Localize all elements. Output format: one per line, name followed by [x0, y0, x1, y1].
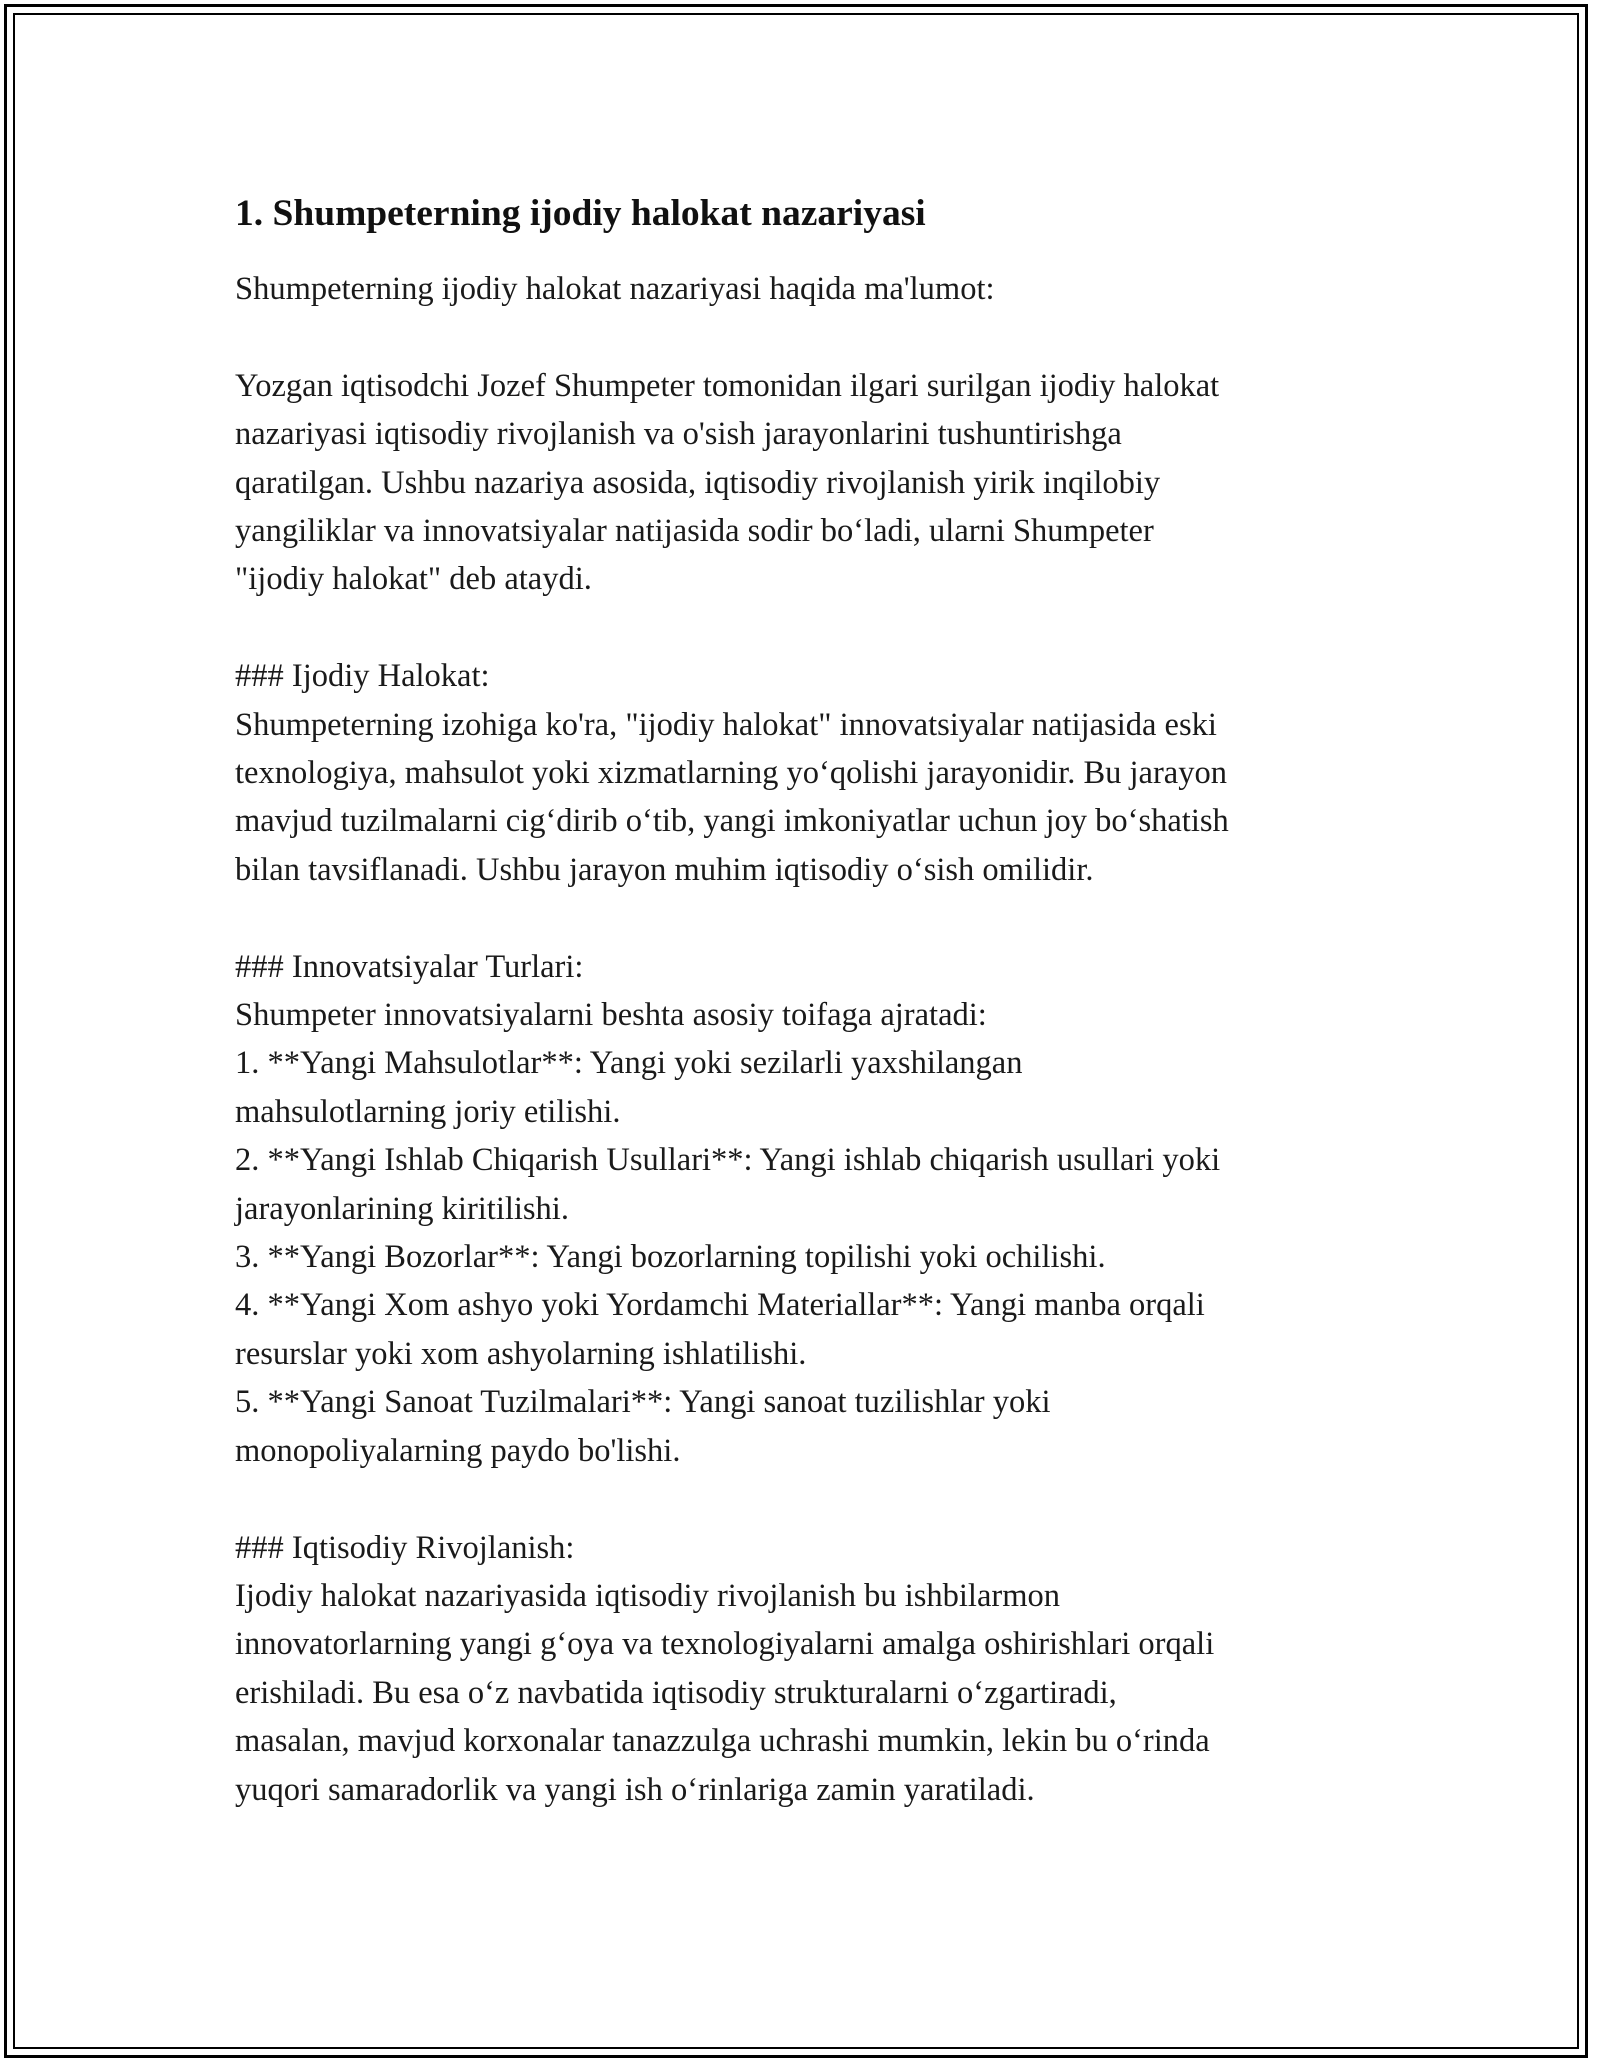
- list-item: 5. **Yangi Sanoat Tuzilmalari**: Yangi sanoat tuzilishlar yoki monopoliyalarning paydo bo'lishi.: [235, 1384, 1051, 1469]
- document-body: [235, 186, 1370, 1814]
- list-item: 1. **Yangi Mahsulotlar**: Yangi yoki sezilarli yaxshilangan mahsulotlarning joriy etilishi.: [235, 1045, 1023, 1130]
- section-heading-ijodiy-halokat: ### Ijodiy Halokat:: [235, 658, 490, 695]
- paragraph-gap: [235, 313, 1370, 361]
- section-body-iqtisodiy-rivojlanish: Ijodiy halokat nazariyasida iqtisodiy rivojlanish bu ishbilarmon innovatorlarning yangi g‘oya va texnologiyalarni amalga oshirishlari orqali erishiladi. Bu esa o‘z navbatida iqtisodiy strukturalarni o‘zgartiradi, masalan, mavjud korxonalar tanazzulga uchrashi mumkin, lekin bu o‘rinda yuqori samaradorlik va yangi ish o‘rinlariga zamin yaratiladi.: [235, 1577, 1215, 1808]
- document-title: 1. Shumpeterning ijodiy halokat nazariyasi: [235, 193, 926, 234]
- paragraph-gap: [235, 604, 1370, 652]
- section-heading-innovatsiyalar: ### Innovatsiyalar Turlari:: [235, 948, 584, 985]
- paragraph-gap: [235, 1475, 1370, 1523]
- paragraph-overview: Yozgan iqtisodchi Jozef Shumpeter tomonidan ilgari surilgan ijodiy halokat nazariyasi iqtisodiy rivojlanish va o'sish jarayonlarini tushuntirishga qaratilgan. Ushbu nazariya asosida, iqtisodiy rivojlanish yirik inqilobiy yangiliklar va innovatsiyalar natijasida sodir bo‘ladi, ularni Shumpeter "ijodiy halokat" deb ataydi.: [235, 367, 1220, 598]
- paragraph-gap: [235, 894, 1370, 942]
- list-item: 4. **Yangi Xom ashyo yoki Yordamchi Materiallar**: Yangi manba orqali resurslar yoki xom ashyolarning ishlatilishi.: [235, 1287, 1205, 1372]
- section-intro-innovatsiyalar: Shumpeter innovatsiyalarni beshta asosiy toifaga ajratadi:: [235, 997, 987, 1034]
- section-body-ijodiy-halokat: Shumpeterning izohiga ko'ra, "ijodiy halokat" innovatsiyalar natijasida eski texnologiya, mahsulot yoki xizmatlarning yo‘qolishi jarayonidir. Bu jarayon mavjud tuzilmalarni cig‘dirib o‘tib, yangi imkoniyatlar uchun joy bo‘shatish bilan tavsiflanadi. Ushbu jarayon muhim iqtisodiy o‘sish omilidir.: [235, 706, 1229, 888]
- intro-line: Shumpeterning ijodiy halokat nazariyasi haqida ma'lumot:: [235, 271, 995, 307]
- list-item: 3. **Yangi Bozorlar**: Yangi bozorlarning topilishi yoki ochilishi.: [235, 1239, 1106, 1276]
- section-heading-iqtisodiy-rivojlanish: ### Iqtisodiy Rivojlanish:: [235, 1529, 575, 1566]
- list-item: 2. **Yangi Ishlab Chiqarish Usullari**: Yangi ishlab chiqarish usullari yoki jarayonlarining kiritilishi.: [235, 1142, 1221, 1227]
